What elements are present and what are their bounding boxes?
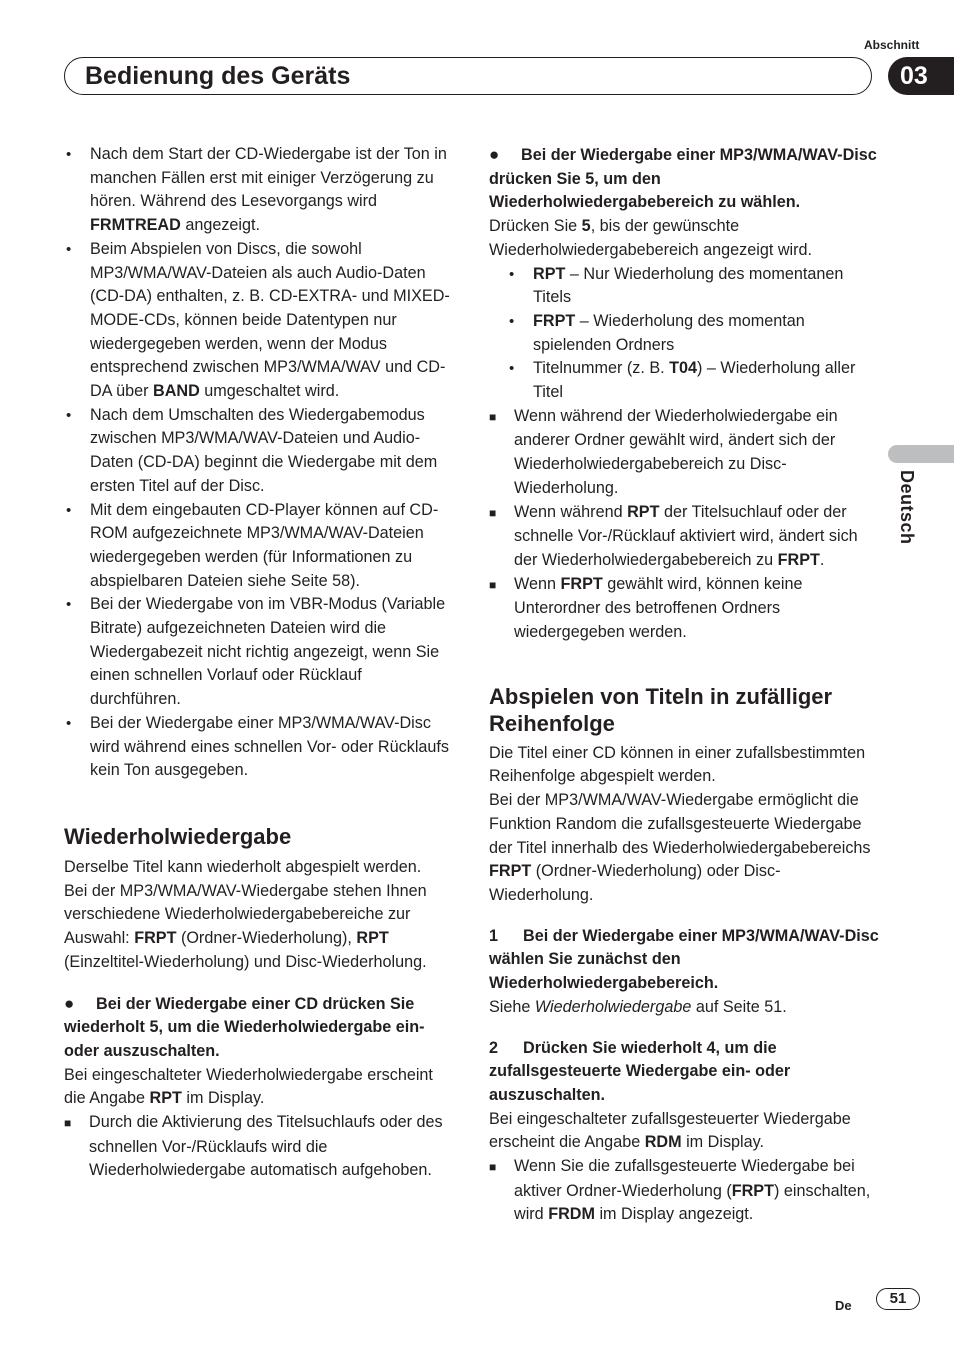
step-bullet-icon: ● <box>64 993 75 1013</box>
note-square-icon: ■ <box>489 1160 497 1175</box>
random-note: ■ Wenn Sie die zufallsgesteuerte Wiedergabe bei aktiver Ordner-Wiederholung (FRPT) einschalten, wird FRDM im Display angezeigt. <box>489 1157 871 1224</box>
random-intro: Die Titel einer CD können in einer zufallsbestimmten Reihenfolge abgespielt werden. <box>489 743 866 786</box>
list-item: • Bei der Wiedergabe einer MP3/WMA/WAV-Disc wird während eines schnellen Vor- oder Rücklaufs kein Ton ausgegeben. <box>64 712 450 783</box>
step-bullet-icon: ● <box>489 145 500 164</box>
repeat-range-list <box>489 263 881 405</box>
language-tab-label: Deutsch <box>897 470 917 545</box>
note-square-icon: ■ <box>489 577 497 592</box>
page-number: 51 <box>876 1288 920 1310</box>
cd-repeat-step-text: Bei eingeschalteter Wiederholwiedergabe erscheint die Angabe RPT im Display. <box>64 1065 433 1108</box>
chapter-header <box>64 57 872 95</box>
random-step-1: 1 Bei der Wiedergabe einer MP3/WMA/WAV-Disc wählen Sie zunächst den Wiederholwiedergabebereich. <box>489 926 879 993</box>
section-label: Abschnitt <box>864 38 920 52</box>
list-item: • RPT – Nur Wiederholung des momentanen Titels <box>509 263 881 310</box>
repeat-intro-2: Bei der MP3/WMA/WAV-Wiedergabe stehen Ihnen verschiedene Wiederholwiedergabebereiche zur Auswahl: FRPT (Ordner-Wiederholung), RPT (Einzeltitel-Wiederholung) und Disc-Wiederholung. <box>64 881 427 971</box>
list-item: • Titelnummer (z. B. T04) – Wiederholung aller Titel <box>509 357 881 404</box>
section-number: 03 <box>900 62 928 90</box>
note-square-icon: ■ <box>64 1116 72 1131</box>
list-item: • Nach dem Start der CD-Wiedergabe ist der Ton in manchen Fällen erst mit einiger Verzögerung zu hören. Während des Lesevorgangs wird FRMTREAD angezeigt. <box>64 143 450 238</box>
repeat-note: ■ Wenn während RPT der Titelsuchlauf oder der schnelle Vor-/Rücklauf aktiviert wird, ändert sich der Wiederholwiedergabebereich zu FRPT. <box>489 502 858 569</box>
note-square-icon: ■ <box>489 409 497 424</box>
right-column <box>489 143 881 1227</box>
random-intro-2: Bei der MP3/WMA/WAV-Wiedergabe ermöglicht die Funktion Random die zufallsgesteuerte Wiedergabe der Titel innerhalb des Wiederholwiedergabebereichs FRPT (Ordner-Wiederholung) oder Disc-Wiederholung. <box>489 791 871 904</box>
list-item: • FRPT – Wiederholung des momentan spielenden Ordners <box>509 310 881 357</box>
language-tab-marker <box>888 445 954 463</box>
language-code: De <box>835 1298 852 1313</box>
chapter-title: Bedienung des Geräts <box>85 62 351 90</box>
cd-repeat-note: ■ Durch die Aktivierung des Titelsuchlaufs oder des schnellen Vor-/Rücklaufs wird die Wiederholwiedergabe automatisch aufgehoben. <box>64 1113 443 1180</box>
list-item: • Mit dem eingebauten CD-Player können auf CD-ROM aufgezeichnete MP3/WMA/WAV-Dateien wiedergegeben werden (für Informationen zu abspielbaren Dateien siehe Seite 58). <box>64 499 450 594</box>
random-heading: Abspielen von Titeln in zufälliger Reihenfolge <box>489 683 833 736</box>
note-square-icon: ■ <box>489 505 497 520</box>
repeat-heading: Wiederholwiedergabe <box>64 823 292 849</box>
repeat-note: ■ Wenn während der Wiederholwiedergabe ein anderer Ordner gewählt wird, ändert sich der Wiederholwiedergabebereich zu Disc-Wiederholung. <box>489 406 838 497</box>
random-step-2: 2 Drücken Sie wiederholt 4, um die zufallsgesteuerte Wiedergabe ein- oder auszuschalten. <box>489 1038 791 1104</box>
repeat-note: ■ Wenn FRPT gewählt wird, können keine Unterordner des betroffenen Ordners wiedergegeben werden. <box>489 574 803 642</box>
notes-bullet-list <box>64 143 450 783</box>
random-step-1-text: Siehe Wiederholwiedergabe auf Seite 51. <box>489 997 787 1016</box>
list-item: • Nach dem Umschalten des Wiedergabemodus zwischen MP3/WMA/WAV-Dateien und Audio-Daten (CD-DA) beginnt die Wiedergabe mit dem ersten Titel auf der Disc. <box>64 404 450 499</box>
mp3-repeat-step: ● Bei der Wiedergabe einer MP3/WMA/WAV-Disc drücken Sie 5, um den Wiederholwiedergabebereich zu wählen. <box>489 145 877 212</box>
list-item: • Bei der Wiedergabe von im VBR-Modus (Variable Bitrate) aufgezeichneten Dateien wird die Wiedergabezeit nicht richtig angezeigt, wenn Sie einen schnellen Vorlauf oder Rücklauf durchführen. <box>64 593 450 712</box>
left-column <box>64 143 450 1183</box>
section-number-badge <box>888 57 954 95</box>
cd-repeat-step: ● Bei der Wiedergabe einer CD drücken Sie wiederholt 5, um die Wiederholwiedergabe ein- oder auszuschalten. <box>64 993 425 1060</box>
repeat-intro: Derselbe Titel kann wiederholt abgespielt werden. <box>64 857 422 876</box>
mp3-repeat-step-text: Drücken Sie 5, bis der gewünschte Wiederholwiedergabebereich angezeigt wird. <box>489 217 813 259</box>
list-item: • Beim Abspielen von Discs, die sowohl MP3/WMA/WAV-Dateien als auch Audio-Daten (CD-DA) enthalten, z. B. CD-EXTRA- und MIXED-MODE-CDs, können beide Datentypen nur wiedergegeben werden, wenn der Modus entsprechend zwischen MP3/WMA/WAV und CD-DA über BAND umgeschaltet wird. <box>64 238 450 404</box>
random-step-2-text: Bei eingeschalteter zufallsgesteuerter Wiedergabe erscheint die Angabe RDM im Display. <box>489 1109 851 1152</box>
